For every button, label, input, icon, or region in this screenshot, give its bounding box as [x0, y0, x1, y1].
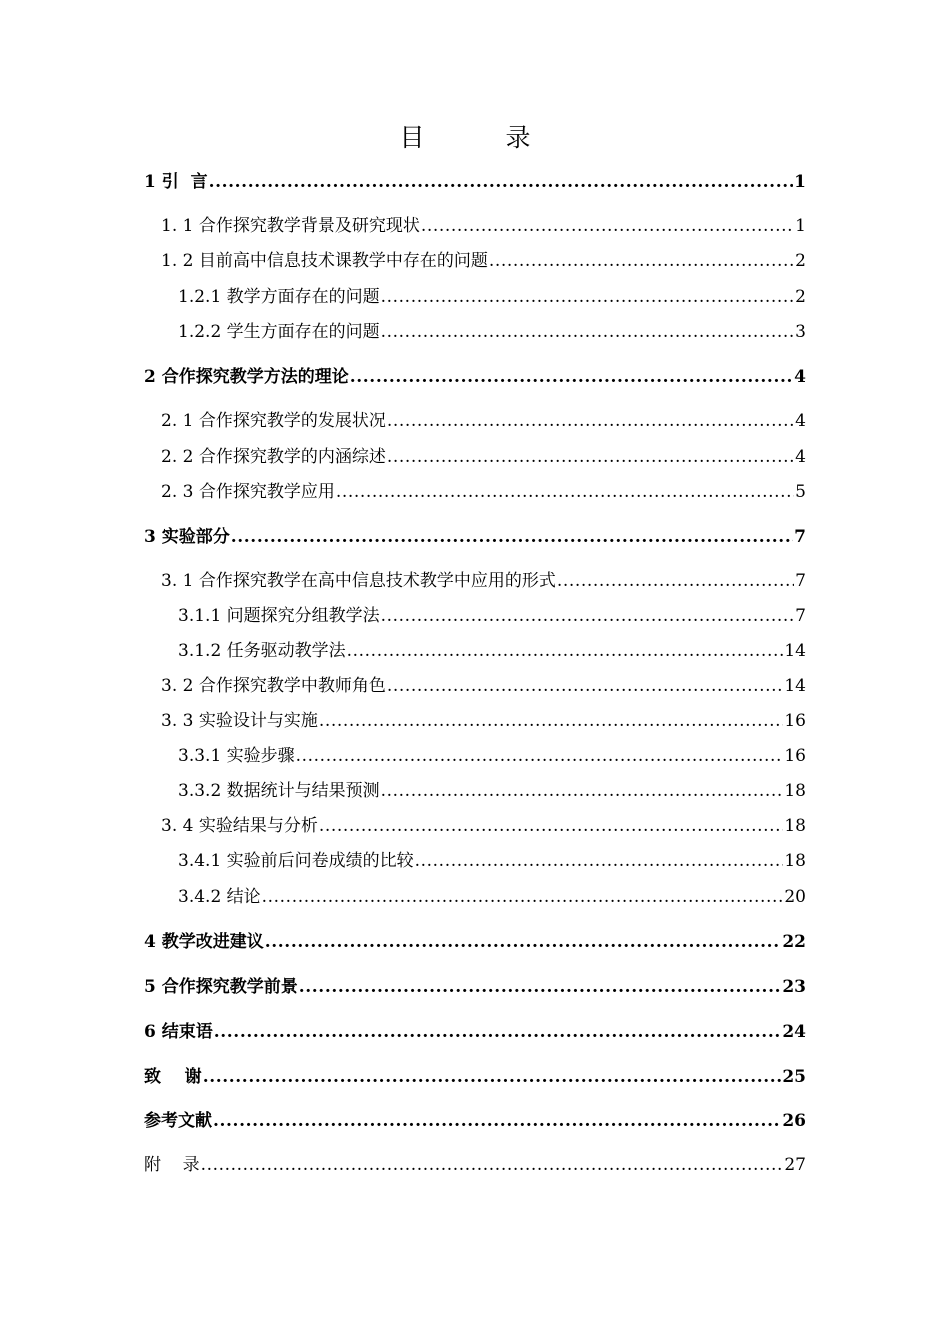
toc-entry[interactable]	[161, 481, 806, 503]
toc-entry-label: 3.3.1 实验步骤	[178, 746, 295, 766]
toc-page-number: 18	[784, 851, 806, 871]
toc-page-number: 2	[795, 287, 806, 307]
toc-dot-leader	[201, 1154, 784, 1176]
toc-page-number: 14	[784, 641, 806, 661]
toc-dot-leader	[421, 215, 794, 237]
toc-page-number: 18	[784, 816, 806, 836]
toc-page-number: 2	[795, 251, 806, 271]
toc-entry-label: 3 实验部分	[144, 527, 230, 547]
toc-entry[interactable]	[144, 171, 806, 193]
toc-entry[interactable]	[144, 931, 806, 953]
toc-entry[interactable]	[161, 446, 806, 468]
toc-entry[interactable]	[178, 605, 806, 627]
toc-dot-leader	[387, 675, 784, 697]
toc-dot-leader	[209, 171, 794, 193]
toc-dot-leader	[262, 886, 784, 908]
toc-page-number: 4	[795, 447, 806, 467]
toc-entry-label: 3. 1 合作探究教学在高中信息技术教学中应用的形式	[161, 571, 556, 591]
toc-page-number: 16	[784, 746, 806, 766]
toc-entry[interactable]	[178, 850, 806, 872]
toc-entry[interactable]	[178, 286, 806, 308]
toc-title: 目 录	[399, 123, 559, 152]
toc-page-number: 5	[795, 482, 806, 502]
toc-entry[interactable]	[161, 815, 806, 837]
toc-dot-leader	[350, 366, 793, 388]
toc-entry[interactable]	[161, 410, 806, 432]
toc-dot-leader	[489, 250, 794, 272]
toc-page-number: 4	[794, 367, 806, 387]
toc-page-number: 20	[784, 887, 806, 907]
toc-entry-label: 5 合作探究教学前景	[144, 977, 298, 997]
toc-entry[interactable]	[161, 710, 806, 732]
toc-entry-label: 参考文献	[144, 1111, 212, 1131]
toc-entry[interactable]	[144, 1110, 806, 1132]
toc-entry-label: 3. 2 合作探究教学中教师角色	[161, 676, 386, 696]
toc-entry-label: 2. 3 合作探究教学应用	[161, 482, 335, 502]
toc-page-number: 7	[795, 606, 806, 626]
toc-page-number: 4	[795, 411, 806, 431]
toc-page-number: 18	[784, 781, 806, 801]
toc-entry[interactable]	[144, 1021, 806, 1043]
toc-page-number: 23	[782, 977, 806, 997]
toc-dot-leader	[319, 710, 784, 732]
toc-dot-leader	[319, 815, 784, 837]
toc-dot-leader	[296, 745, 784, 767]
toc-dot-leader	[557, 570, 794, 592]
toc-dot-leader	[381, 780, 784, 802]
toc-entry[interactable]	[161, 570, 806, 592]
toc-entry-label: 3.3.2 数据统计与结果预测	[178, 781, 380, 801]
toc-page-number: 24	[782, 1022, 806, 1042]
toc-entry-label: 致 谢	[144, 1067, 202, 1087]
toc-dot-leader	[214, 1021, 782, 1043]
toc-dot-leader	[231, 526, 793, 548]
toc-page-number: 7	[795, 571, 806, 591]
toc-entry-label: 2. 1 合作探究教学的发展状况	[161, 411, 386, 431]
toc-page-number: 22	[782, 932, 806, 952]
toc-dot-leader	[381, 605, 795, 627]
toc-entry-label: 3. 4 实验结果与分析	[161, 816, 318, 836]
toc-entry[interactable]	[144, 526, 806, 548]
toc-entry[interactable]	[161, 215, 806, 237]
toc-entry[interactable]	[178, 640, 806, 662]
toc-dot-leader	[213, 1110, 781, 1132]
toc-entry[interactable]	[178, 886, 806, 908]
toc-entry[interactable]	[144, 1066, 806, 1088]
toc-page-number: 25	[782, 1067, 806, 1087]
toc-dot-leader	[336, 481, 794, 503]
toc-entry[interactable]	[144, 1154, 806, 1176]
toc-dot-leader	[381, 286, 795, 308]
toc-entry-label: 3.1.1 问题探究分组教学法	[178, 606, 380, 626]
toc-page-number: 1	[795, 216, 806, 236]
toc-dot-leader	[387, 446, 794, 468]
toc-entry-label: 2. 2 合作探究教学的内涵综述	[161, 447, 386, 467]
toc-entry[interactable]	[144, 366, 806, 388]
toc-entry-label: 4 教学改进建议	[144, 932, 264, 952]
toc-dot-leader	[299, 976, 782, 998]
toc-dot-leader	[203, 1066, 782, 1088]
toc-entry[interactable]	[178, 745, 806, 767]
toc-page-number: 27	[784, 1155, 806, 1175]
toc-entry-label: 1.2.1 教学方面存在的问题	[178, 287, 380, 307]
toc-entry-label: 附 录	[144, 1155, 200, 1175]
toc-page-number: 7	[794, 527, 806, 547]
toc-entry-label: 3. 3 实验设计与实施	[161, 711, 318, 731]
toc-entry-label: 6 结束语	[144, 1022, 213, 1042]
toc-dot-leader	[265, 931, 782, 953]
toc-dot-leader	[347, 640, 784, 662]
toc-entry-label: 3.4.1 实验前后问卷成绩的比较	[178, 851, 414, 871]
toc-page-number: 3	[795, 322, 806, 342]
toc-entry[interactable]	[178, 321, 806, 343]
toc-entry-label: 3.1.2 任务驱动教学法	[178, 641, 346, 661]
toc-dot-leader	[387, 410, 794, 432]
toc-entry[interactable]	[161, 675, 806, 697]
toc-entry[interactable]	[178, 780, 806, 802]
toc-dot-leader	[381, 321, 795, 343]
toc-entry-label: 3.4.2 结论	[178, 887, 261, 907]
toc-entry[interactable]	[144, 976, 806, 998]
toc-page-number: 16	[784, 711, 806, 731]
toc-entry-label: 2 合作探究教学方法的理论	[144, 367, 349, 387]
toc-entry-label: 1.2.2 学生方面存在的问题	[178, 322, 380, 342]
toc-page-number: 26	[782, 1111, 806, 1131]
toc-page-number: 1	[794, 172, 806, 192]
toc-entry[interactable]	[161, 250, 806, 272]
toc-entry-label: 1. 1 合作探究教学背景及研究现状	[161, 216, 420, 236]
toc-page-number: 14	[784, 676, 806, 696]
toc-dot-leader	[415, 850, 784, 872]
toc-entry-label: 1 引 言	[144, 172, 208, 192]
toc-entry-label: 1. 2 目前高中信息技术课教学中存在的问题	[161, 251, 488, 271]
